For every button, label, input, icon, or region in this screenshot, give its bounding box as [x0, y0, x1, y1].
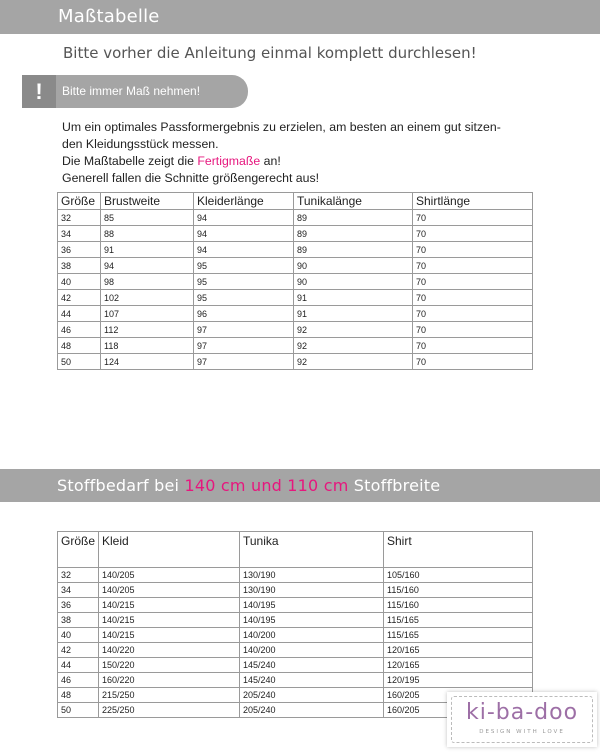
table-cell: 32 — [58, 210, 101, 226]
size-table — [57, 192, 533, 370]
table-cell: 48 — [58, 338, 101, 354]
table-row — [58, 568, 533, 583]
table-cell: 89 — [294, 210, 413, 226]
table-row — [58, 306, 533, 322]
table-row — [58, 354, 533, 370]
table-header-row — [58, 532, 533, 568]
table-cell: 36 — [58, 242, 101, 258]
table-row — [58, 226, 533, 242]
table-cell: 215/250 — [99, 688, 240, 703]
table-cell: 92 — [294, 322, 413, 338]
table-cell: 94 — [194, 242, 294, 258]
kibadoo-logo — [447, 692, 597, 747]
subtitle: Bitte vorher die Anleitung einmal komplett durchlesen! — [63, 44, 477, 62]
table-cell: 36 — [58, 598, 99, 613]
table-cell: 145/240 — [240, 673, 384, 688]
table-cell: 48 — [58, 688, 99, 703]
table-cell: 70 — [413, 306, 533, 322]
table-cell: 94 — [194, 226, 294, 242]
table-cell: 70 — [413, 354, 533, 370]
intro-line: Generell fallen die Schnitte größengerecht aus! — [62, 171, 320, 185]
column-header: Brustweite — [101, 193, 194, 210]
page-title: Maßtabelle — [58, 6, 160, 27]
table-cell: 96 — [194, 306, 294, 322]
table-cell: 98 — [101, 274, 194, 290]
table-cell: 112 — [101, 322, 194, 338]
table-cell: 120/165 — [384, 658, 533, 673]
fabric-header-bar — [0, 469, 600, 502]
column-header: Größe — [58, 532, 99, 568]
table-cell: 40 — [58, 628, 99, 643]
table-cell: 90 — [294, 258, 413, 274]
column-header: Tunikalänge — [294, 193, 413, 210]
table-cell: 32 — [58, 568, 99, 583]
column-header: Kleid — [99, 532, 240, 568]
notice-text: Bitte immer Maß nehmen! — [62, 84, 201, 98]
table-cell: 85 — [101, 210, 194, 226]
table-cell: 160/205 — [384, 703, 533, 718]
intro-line: den Kleidungsstück messen. — [62, 137, 219, 151]
table-cell: 70 — [413, 274, 533, 290]
table-cell: 91 — [294, 290, 413, 306]
table-cell: 38 — [58, 258, 101, 274]
table-cell: 50 — [58, 703, 99, 718]
table-cell: 150/220 — [99, 658, 240, 673]
table-row — [58, 274, 533, 290]
table-cell: 34 — [58, 226, 101, 242]
table-cell: 140/220 — [99, 643, 240, 658]
table-row — [58, 643, 533, 658]
table-row — [58, 290, 533, 306]
header-bar — [0, 0, 600, 34]
table-cell: 140/195 — [240, 613, 384, 628]
fabric-title-pre: Stoffbedarf bei — [57, 476, 185, 495]
table-cell: 120/165 — [384, 643, 533, 658]
table-cell: 95 — [194, 258, 294, 274]
table-row — [58, 583, 533, 598]
fertigmasse-highlight: Fertigmaße — [197, 154, 261, 168]
table-cell: 140/205 — [99, 583, 240, 598]
table-cell: 38 — [58, 613, 99, 628]
table-cell: 120/195 — [384, 673, 533, 688]
intro-text — [62, 119, 542, 187]
table-cell: 89 — [294, 242, 413, 258]
table-cell: 70 — [413, 290, 533, 306]
table-cell: 91 — [294, 306, 413, 322]
table-cell: 92 — [294, 354, 413, 370]
table-cell: 115/165 — [384, 613, 533, 628]
table-cell: 70 — [413, 322, 533, 338]
table-row — [58, 628, 533, 643]
column-header: Shirtlänge — [413, 193, 533, 210]
table-cell: 46 — [58, 673, 99, 688]
table-cell: 89 — [294, 226, 413, 242]
table-cell: 145/240 — [240, 658, 384, 673]
table-cell: 160/220 — [99, 673, 240, 688]
table-row — [58, 210, 533, 226]
intro-line3-pre: Die Maßtabelle zeigt die — [62, 154, 198, 168]
table-cell: 44 — [58, 658, 99, 673]
table-cell: 97 — [194, 338, 294, 354]
table-cell: 91 — [101, 242, 194, 258]
exclamation-icon: ! — [22, 75, 56, 108]
logo-tagline: DESIGN WITH LOVE — [479, 729, 565, 735]
column-header: Tunika — [240, 532, 384, 568]
column-header: Shirt — [384, 532, 533, 568]
table-cell: 70 — [413, 226, 533, 242]
table-cell: 140/195 — [240, 598, 384, 613]
table-cell: 94 — [101, 258, 194, 274]
fabric-title-post: Stoffbreite — [348, 476, 441, 495]
table-cell: 205/240 — [240, 688, 384, 703]
table-cell: 130/190 — [240, 568, 384, 583]
table-row — [58, 658, 533, 673]
table-cell: 140/215 — [99, 613, 240, 628]
table-cell: 115/165 — [384, 628, 533, 643]
table-cell: 44 — [58, 306, 101, 322]
table-cell: 70 — [413, 210, 533, 226]
notice-banner — [22, 75, 248, 108]
table-cell: 70 — [413, 258, 533, 274]
table-cell: 46 — [58, 322, 101, 338]
logo-name: ki-ba-doo — [465, 700, 579, 725]
table-row — [58, 322, 533, 338]
fabric-table — [57, 531, 533, 718]
table-cell: 42 — [58, 643, 99, 658]
table-cell: 102 — [101, 290, 194, 306]
table-row — [58, 673, 533, 688]
table-cell: 118 — [101, 338, 194, 354]
table-cell: 95 — [194, 290, 294, 306]
table-cell: 205/240 — [240, 703, 384, 718]
column-header: Kleiderlänge — [194, 193, 294, 210]
table-cell: 130/190 — [240, 583, 384, 598]
table-cell: 97 — [194, 322, 294, 338]
table-cell: 42 — [58, 290, 101, 306]
table-cell: 94 — [194, 210, 294, 226]
table-row — [58, 338, 533, 354]
table-row — [58, 242, 533, 258]
table-cell: 107 — [101, 306, 194, 322]
table-cell: 70 — [413, 338, 533, 354]
table-cell: 140/205 — [99, 568, 240, 583]
table-row — [58, 598, 533, 613]
table-cell: 90 — [294, 274, 413, 290]
table-cell: 115/160 — [384, 598, 533, 613]
table-row — [58, 613, 533, 628]
table-cell: 140/200 — [240, 643, 384, 658]
column-header: Größe — [58, 193, 101, 210]
table-cell: 88 — [101, 226, 194, 242]
table-cell: 97 — [194, 354, 294, 370]
fabric-title-highlight: 140 cm und 110 cm — [184, 476, 349, 495]
table-cell: 124 — [101, 354, 194, 370]
table-cell: 70 — [413, 242, 533, 258]
table-cell: 92 — [294, 338, 413, 354]
table-cell: 115/160 — [384, 583, 533, 598]
table-cell: 95 — [194, 274, 294, 290]
table-header-row — [58, 193, 533, 210]
table-cell: 160/205 — [384, 688, 533, 703]
intro-line: Um ein optimales Passformergebnis zu erzielen, am besten an einem gut sitzen- — [62, 120, 501, 134]
table-cell: 50 — [58, 354, 101, 370]
table-row — [58, 258, 533, 274]
table-cell: 140/215 — [99, 598, 240, 613]
table-cell: 225/250 — [99, 703, 240, 718]
intro-line3-post: an! — [260, 154, 281, 168]
table-cell: 105/160 — [384, 568, 533, 583]
table-cell: 140/215 — [99, 628, 240, 643]
table-cell: 40 — [58, 274, 101, 290]
table-cell: 140/200 — [240, 628, 384, 643]
table-cell: 34 — [58, 583, 99, 598]
intro-line — [62, 153, 542, 170]
